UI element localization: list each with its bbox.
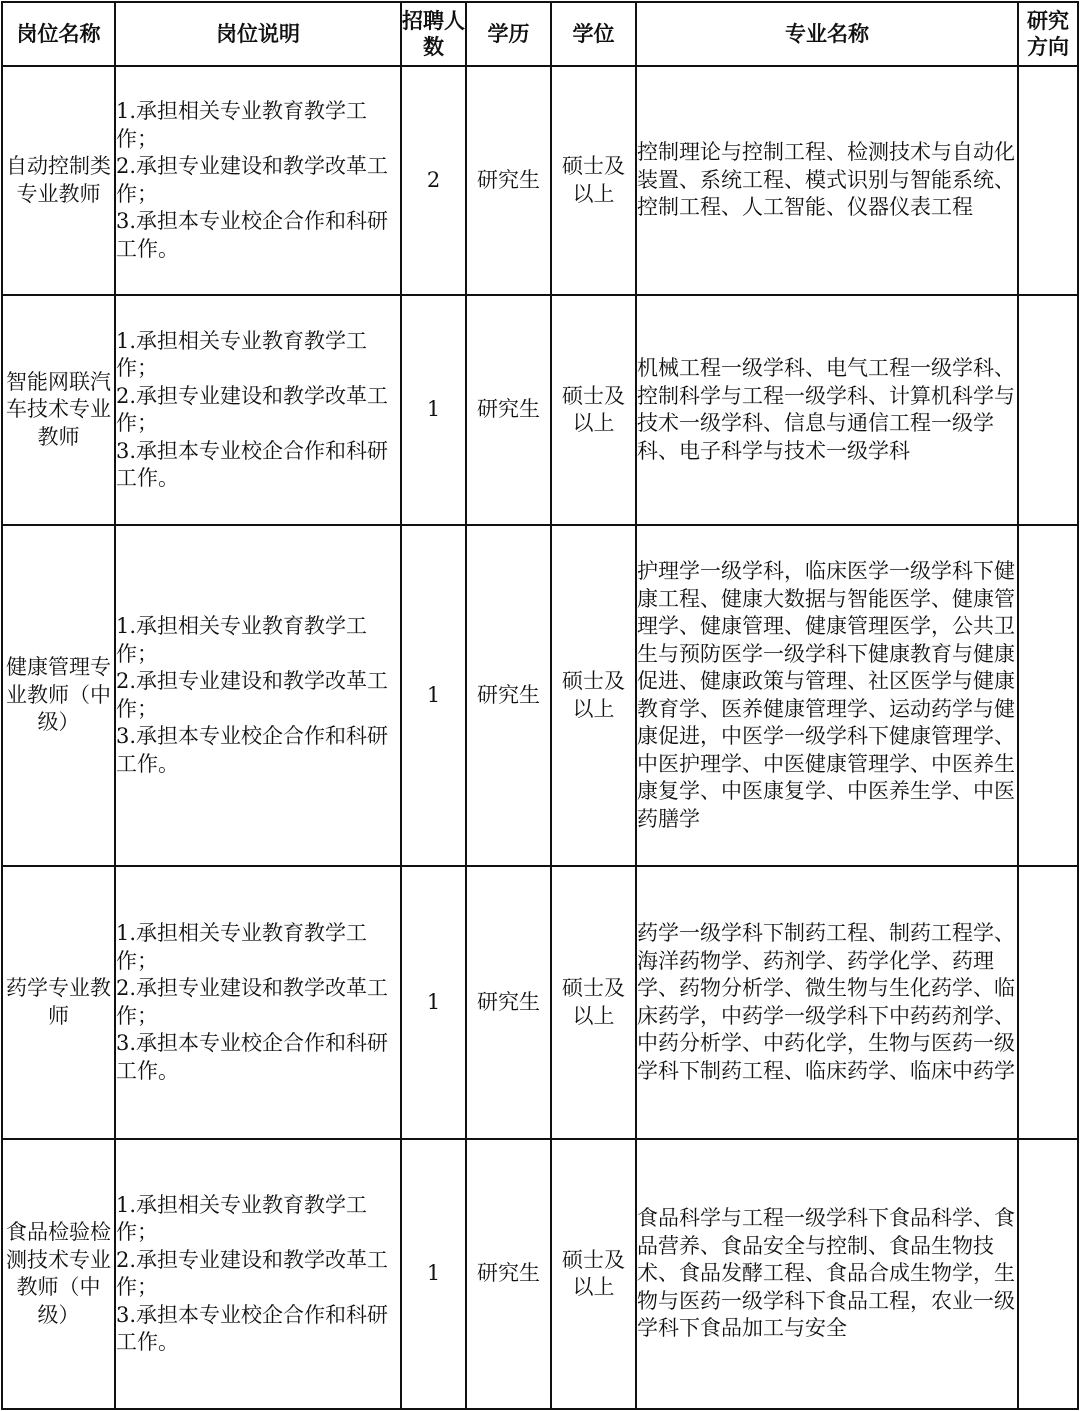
- degree-cell: 硕士及以上: [551, 525, 636, 866]
- major-cell: 药学一级学科下制药工程、制药工程学、海洋药物学、药剂学、药学化学、药理学、药物分析学、微生物与生化药学、临床药学，中药学一级学科下中药药剂学、中药分析学、中药化学，生物与医药一级学科下制药工程、临床药学、临床中药学: [636, 866, 1018, 1139]
- count-cell: 1: [401, 295, 466, 525]
- major-cell: 机械工程一级学科、电气工程一级学科、控制科学与工程一级学科、计算机科学与技术一级学科、信息与通信工程一级学科、电子科学与技术一级学科: [636, 295, 1018, 525]
- description-line: 3.承担本专业校企合作和科研工作。: [116, 724, 389, 776]
- description-line: 3.承担本专业校企合作和科研工作。: [116, 1031, 389, 1083]
- table-row: [2, 66, 1078, 295]
- education-cell: 研究生: [466, 1139, 551, 1409]
- description-line: 1.承担相关专业教育教学工作；: [116, 921, 368, 973]
- position-cell: 药学专业教师: [2, 866, 115, 1139]
- header-position: 岗位名称: [2, 2, 115, 66]
- header-degree: 学位: [551, 2, 636, 66]
- description-line: 1.承担相关专业教育教学工作；: [116, 1192, 368, 1244]
- description-line: 1.承担相关专业教育教学工作；: [116, 614, 368, 666]
- degree-cell: 硕士及以上: [551, 66, 636, 295]
- description-cell: [115, 866, 401, 1139]
- count-cell: 1: [401, 866, 466, 1139]
- education-cell: 研究生: [466, 295, 551, 525]
- research-cell: [1018, 295, 1078, 525]
- education-cell: 研究生: [466, 66, 551, 295]
- research-cell: [1018, 66, 1078, 295]
- header-education: 学历: [466, 2, 551, 66]
- count-cell: 2: [401, 66, 466, 295]
- table-row: [2, 1139, 1078, 1409]
- description-cell: [115, 66, 401, 295]
- education-cell: 研究生: [466, 525, 551, 866]
- header-research: 研究方向: [1018, 2, 1078, 66]
- description-line: 2.承担专业建设和教学改革工作；: [116, 154, 389, 206]
- position-cell: 健康管理专业教师（中级）: [2, 525, 115, 866]
- description-line: 2.承担专业建设和教学改革工作；: [116, 669, 389, 721]
- description-cell: [115, 295, 401, 525]
- position-cell: 智能网联汽车技术专业教师: [2, 295, 115, 525]
- degree-cell: 硕士及以上: [551, 295, 636, 525]
- description-line: 2.承担专业建设和教学改革工作；: [116, 976, 389, 1028]
- description-line: 1.承担相关专业教育教学工作；: [116, 99, 368, 151]
- major-cell: 护理学一级学科，临床医学一级学科下健康工程、健康大数据与智能医学、健康管理学、健康管理、健康管理医学，公共卫生与预防医学一级学科下健康教育与健康促进、健康政策与管理、社区医学与健康教育学、医养健康管理学、运动药学与健康促进，中医学一级学科下健康管理学、中医护理学、中医健康管理学、中医养生康复学、中医康复学、中医养生学、中医药膳学: [636, 525, 1018, 866]
- description-line: 2.承担专业建设和教学改革工作；: [116, 1247, 389, 1299]
- major-cell: 食品科学与工程一级学科下食品科学、食品营养、食品安全与控制、食品生物技术、食品发酵工程、食品合成生物学，生物与医药一级学科下食品工程，农业一级学科下食品加工与安全: [636, 1139, 1018, 1409]
- research-cell: [1018, 866, 1078, 1139]
- description-line: 2.承担专业建设和教学改革工作；: [116, 383, 389, 435]
- header-description: 岗位说明: [115, 2, 401, 66]
- description-line: 1.承担相关专业教育教学工作；: [116, 328, 368, 380]
- description-line: 3.承担本专业校企合作和科研工作。: [116, 1302, 389, 1354]
- education-cell: 研究生: [466, 866, 551, 1139]
- description-cell: [115, 525, 401, 866]
- recruitment-table: [1, 1, 1079, 1410]
- description-line: 3.承担本专业校企合作和科研工作。: [116, 438, 389, 490]
- header-count: 招聘人数: [401, 2, 466, 66]
- degree-cell: 硕士及以上: [551, 1139, 636, 1409]
- description-line: 3.承担本专业校企合作和科研工作。: [116, 209, 389, 261]
- count-cell: 1: [401, 525, 466, 866]
- table-row: [2, 525, 1078, 866]
- major-cell: 控制理论与控制工程、检测技术与自动化装置、系统工程、模式识别与智能系统、控制工程、人工智能、仪器仪表工程: [636, 66, 1018, 295]
- position-cell: 自动控制类专业教师: [2, 66, 115, 295]
- table-row: [2, 866, 1078, 1139]
- header-major: 专业名称: [636, 2, 1018, 66]
- research-cell: [1018, 525, 1078, 866]
- count-cell: 1: [401, 1139, 466, 1409]
- header-row: [2, 2, 1078, 66]
- degree-cell: 硕士及以上: [551, 866, 636, 1139]
- research-cell: [1018, 1139, 1078, 1409]
- position-cell: 食品检验检测技术专业教师（中级）: [2, 1139, 115, 1409]
- description-cell: [115, 1139, 401, 1409]
- table-row: [2, 295, 1078, 525]
